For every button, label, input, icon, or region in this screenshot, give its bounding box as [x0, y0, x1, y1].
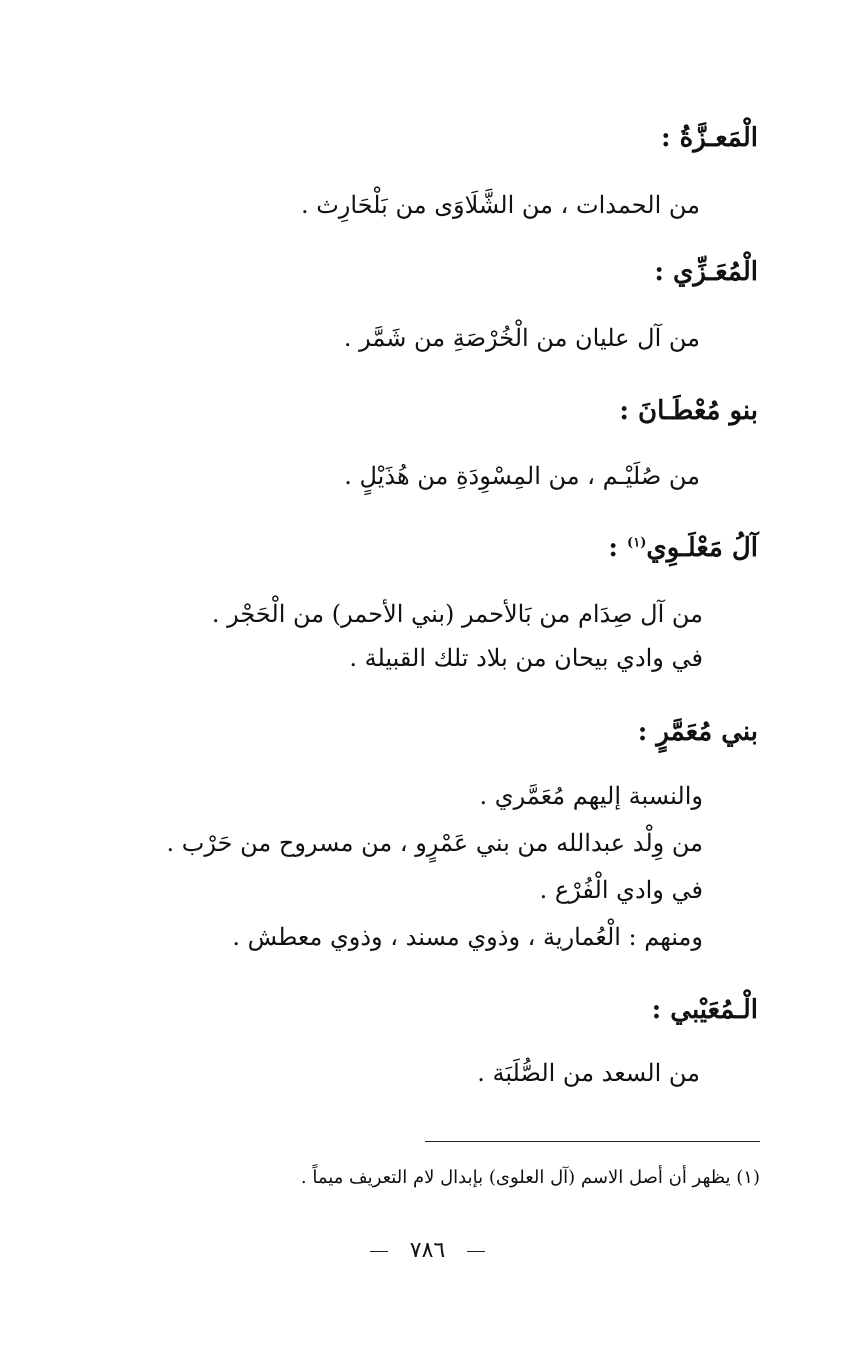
entry-heading-colon: :: [608, 533, 628, 563]
entry-text: في وادي الْفُرْع .: [539, 876, 703, 904]
entry-text: من وِلْد عبدالله من بني عَمْرٍو ، من مسروح من حَرْب .: [166, 829, 703, 857]
dash-right: [467, 1251, 485, 1252]
entry-text: من آل عليان من الْخُرْصَةِ من شَمَّر .: [343, 324, 700, 352]
entry-heading: الْمَعـزَّةُ :: [661, 123, 758, 153]
footnote-divider: [425, 1141, 760, 1142]
entry-heading: الْـمُعَيْبي :: [651, 995, 758, 1025]
entry-heading: [608, 528, 758, 568]
entry-text: والنسبة إليهم مُعَمَّري .: [479, 782, 703, 810]
dash-left: [370, 1251, 388, 1252]
page-number: ٧٨٦: [409, 1238, 446, 1263]
entry-text: من آل صِدَام من بَالأحمر (بني الأحمر) من الْحَجْر .: [211, 600, 703, 628]
entry-text: ومنهم : الْعُمارية ، وذوي مسند ، وذوي معطش .: [232, 923, 703, 951]
entry-text: في وادي بيحان من بلاد تلك القبيلة .: [349, 644, 703, 672]
entry-text: من الحمدات ، من الشَّلَاوَى من بَلْحَارِث .: [300, 191, 700, 219]
page-number-row: [0, 1234, 855, 1268]
entry-heading: بني مُعَمَّرٍ :: [637, 717, 758, 747]
footnote: (١) يظهر أن أصل الاسم (آل العلوى) بإبدال لام التعريف ميماً .: [300, 1167, 760, 1188]
entry-heading: الْمُعَـزِّي :: [654, 257, 758, 287]
entry-text: من صُلَيْـم ، من المِسْوِدَةِ من هُذَيْلٍ .: [344, 462, 700, 490]
entry-heading-text: آلُ مَعْلَـوِي: [646, 533, 758, 563]
entry-text: من السعد من الصُّلَبَة .: [477, 1059, 700, 1087]
entry-heading: بنو مُعْطَـانَ :: [619, 396, 758, 426]
footnote-reference: (١): [627, 535, 647, 551]
